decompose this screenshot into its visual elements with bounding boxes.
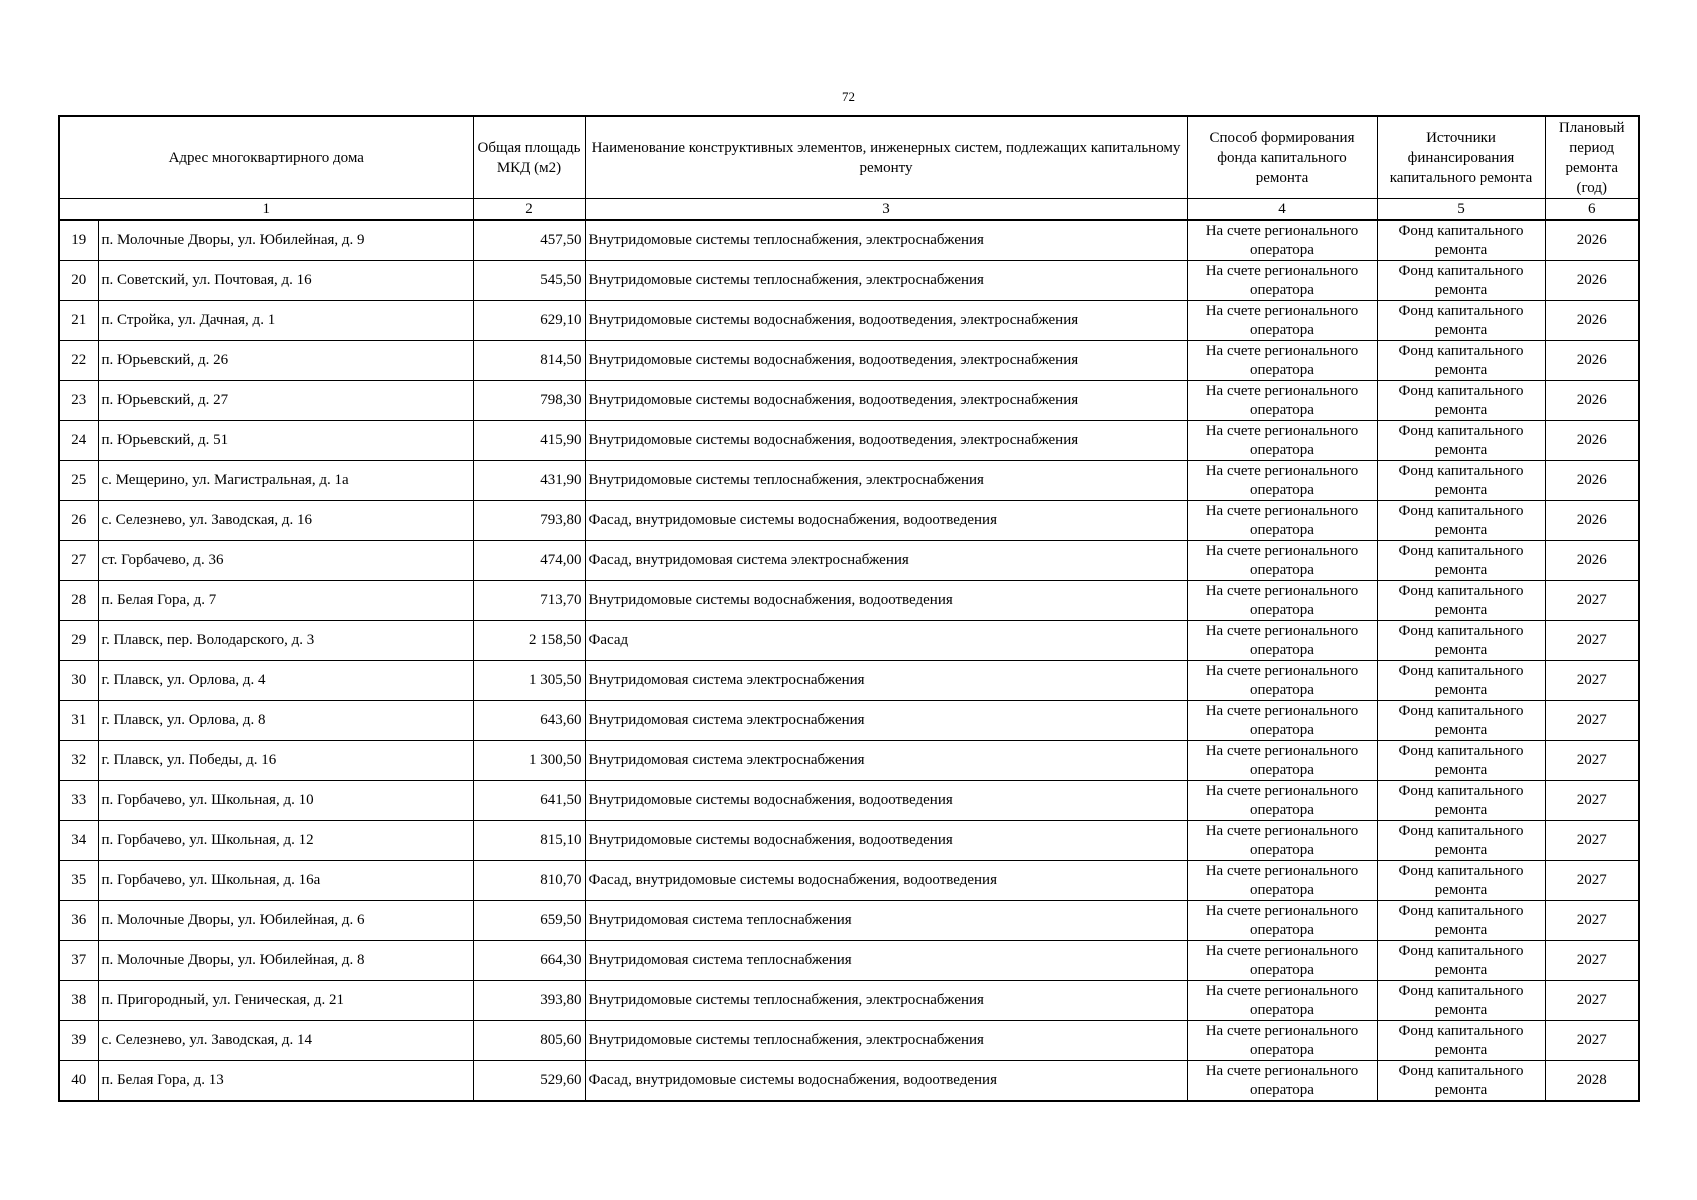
row-sources-line2: ремонта xyxy=(1434,401,1488,418)
row-fund-method xyxy=(1187,541,1377,581)
row-sources-line1: Фонд капитального xyxy=(1398,742,1524,759)
row-sources xyxy=(1377,381,1545,421)
row-elements: Внутридомовая система электроснабжения xyxy=(585,741,1187,781)
row-number: 35 xyxy=(59,861,98,901)
row-sources-line2: ремонта xyxy=(1434,681,1488,698)
row-sources xyxy=(1377,981,1545,1021)
row-fund-method xyxy=(1187,661,1377,701)
page-number: 72 xyxy=(842,89,855,104)
row-fund-method-line2: оператора xyxy=(1250,1001,1314,1018)
row-fund-method-line1: На счете регионального xyxy=(1205,502,1359,519)
row-fund-method-line1: На счете регионального xyxy=(1205,942,1359,959)
row-number: 26 xyxy=(59,501,98,541)
row-address: п. Белая Гора, д. 7 xyxy=(98,581,473,621)
row-fund-method xyxy=(1187,1021,1377,1061)
row-address: п. Молочные Дворы, ул. Юбилейная, д. 9 xyxy=(98,220,473,261)
row-period: 2027 xyxy=(1545,661,1639,701)
row-sources xyxy=(1377,661,1545,701)
row-fund-method xyxy=(1187,581,1377,621)
row-sources-line1: Фонд капитального xyxy=(1398,502,1524,519)
row-period: 2027 xyxy=(1545,701,1639,741)
row-sources-line1: Фонд капитального xyxy=(1398,782,1524,799)
row-address: г. Плавск, ул. Орлова, д. 8 xyxy=(98,701,473,741)
row-sources-line1: Фонд капитального xyxy=(1398,262,1524,279)
table-row xyxy=(59,301,1639,341)
row-sources-line2: ремонта xyxy=(1434,801,1488,818)
row-address: п. Юрьевский, д. 51 xyxy=(98,421,473,461)
row-sources-line2: ремонта xyxy=(1434,601,1488,618)
row-number: 20 xyxy=(59,261,98,301)
row-elements: Внутридомовые системы теплоснабжения, электроснабжения xyxy=(585,981,1187,1021)
row-sources-line1: Фонд капитального xyxy=(1398,302,1524,319)
row-sources xyxy=(1377,901,1545,941)
row-fund-method-line2: оператора xyxy=(1250,881,1314,898)
header-sources: Источники финансирования капитального ремонта xyxy=(1377,116,1545,199)
row-address: г. Плавск, ул. Орлова, д. 4 xyxy=(98,661,473,701)
row-fund-method xyxy=(1187,220,1377,261)
row-fund-method-line2: оператора xyxy=(1250,921,1314,938)
row-fund-method-line1: На счете регионального xyxy=(1205,822,1359,839)
header-elements: Наименование конструктивных элементов, инженерных систем, подлежащих капитальному ремонту xyxy=(585,116,1187,199)
row-fund-method-line1: На счете регионального xyxy=(1205,382,1359,399)
row-fund-method xyxy=(1187,621,1377,661)
row-sources-line2: ремонта xyxy=(1434,881,1488,898)
row-period: 2026 xyxy=(1545,381,1639,421)
row-fund-method xyxy=(1187,421,1377,461)
row-area: 664,30 xyxy=(473,941,585,981)
row-address: п. Юрьевский, д. 26 xyxy=(98,341,473,381)
row-sources xyxy=(1377,741,1545,781)
row-elements: Фасад, внутридомовые системы водоснабжения, водоотведения xyxy=(585,1061,1187,1102)
row-elements: Внутридомовые системы водоснабжения, водоотведения, электроснабжения xyxy=(585,421,1187,461)
row-sources-line2: ремонта xyxy=(1434,321,1488,338)
row-sources xyxy=(1377,581,1545,621)
row-sources xyxy=(1377,301,1545,341)
row-sources xyxy=(1377,821,1545,861)
column-number: 5 xyxy=(1377,199,1545,221)
row-fund-method-line2: оператора xyxy=(1250,681,1314,698)
row-number: 39 xyxy=(59,1021,98,1061)
row-fund-method-line2: оператора xyxy=(1250,1081,1314,1098)
row-area: 474,00 xyxy=(473,541,585,581)
row-period: 2026 xyxy=(1545,261,1639,301)
row-sources-line2: ремонта xyxy=(1434,1041,1488,1058)
row-period: 2026 xyxy=(1545,501,1639,541)
column-number: 2 xyxy=(473,199,585,221)
row-number: 37 xyxy=(59,941,98,981)
row-fund-method-line1: На счете регионального xyxy=(1205,982,1359,999)
row-fund-method-line2: оператора xyxy=(1250,961,1314,978)
row-address: г. Плавск, пер. Володарского, д. 3 xyxy=(98,621,473,661)
row-period: 2027 xyxy=(1545,1021,1639,1061)
row-area: 629,10 xyxy=(473,301,585,341)
row-sources-line1: Фонд капитального xyxy=(1398,222,1524,239)
row-sources-line1: Фонд капитального xyxy=(1398,982,1524,999)
row-number: 21 xyxy=(59,301,98,341)
table-row xyxy=(59,421,1639,461)
row-sources-line1: Фонд капитального xyxy=(1398,1022,1524,1039)
row-address: п. Молочные Дворы, ул. Юбилейная, д. 8 xyxy=(98,941,473,981)
row-sources-line2: ремонта xyxy=(1434,281,1488,298)
table-row xyxy=(59,661,1639,701)
row-period: 2026 xyxy=(1545,461,1639,501)
row-address: ст. Горбачево, д. 36 xyxy=(98,541,473,581)
row-address: п. Молочные Дворы, ул. Юбилейная, д. 6 xyxy=(98,901,473,941)
column-number: 1 xyxy=(59,199,473,221)
row-area: 529,60 xyxy=(473,1061,585,1102)
table-row xyxy=(59,541,1639,581)
row-area: 793,80 xyxy=(473,501,585,541)
row-sources-line1: Фонд капитального xyxy=(1398,902,1524,919)
row-number: 24 xyxy=(59,421,98,461)
table-row xyxy=(59,781,1639,821)
row-elements: Внутридомовые системы теплоснабжения, электроснабжения xyxy=(585,220,1187,261)
row-sources-line2: ремонта xyxy=(1434,921,1488,938)
row-sources-line1: Фонд капитального xyxy=(1398,382,1524,399)
table-header-row xyxy=(59,116,1639,199)
row-fund-method-line2: оператора xyxy=(1250,521,1314,538)
row-fund-method-line2: оператора xyxy=(1250,561,1314,578)
row-fund-method xyxy=(1187,941,1377,981)
row-address: п. Белая Гора, д. 13 xyxy=(98,1061,473,1102)
row-area: 2 158,50 xyxy=(473,621,585,661)
row-period: 2027 xyxy=(1545,901,1639,941)
row-number: 36 xyxy=(59,901,98,941)
row-sources xyxy=(1377,220,1545,261)
row-sources-line1: Фонд капитального xyxy=(1398,342,1524,359)
row-fund-method-line1: На счете регионального xyxy=(1205,302,1359,319)
row-fund-method-line2: оператора xyxy=(1250,601,1314,618)
row-elements: Внутридомовая система электроснабжения xyxy=(585,701,1187,741)
table-row xyxy=(59,581,1639,621)
row-number: 27 xyxy=(59,541,98,581)
row-elements: Внутридомовые системы теплоснабжения, электроснабжения xyxy=(585,461,1187,501)
row-sources xyxy=(1377,1021,1545,1061)
row-address: п. Пригородный, ул. Геническая, д. 21 xyxy=(98,981,473,1021)
row-sources xyxy=(1377,261,1545,301)
row-period: 2028 xyxy=(1545,1061,1639,1102)
row-address: с. Селезнево, ул. Заводская, д. 14 xyxy=(98,1021,473,1061)
table-row xyxy=(59,381,1639,421)
row-area: 805,60 xyxy=(473,1021,585,1061)
row-fund-method-line1: На счете регионального xyxy=(1205,1022,1359,1039)
repair-register-table xyxy=(58,115,1640,1102)
row-sources-line2: ремонта xyxy=(1434,441,1488,458)
row-area: 643,60 xyxy=(473,701,585,741)
row-sources-line1: Фонд капитального xyxy=(1398,422,1524,439)
row-sources-line2: ремонта xyxy=(1434,961,1488,978)
row-fund-method xyxy=(1187,741,1377,781)
row-elements: Внутридомовая система теплоснабжения xyxy=(585,901,1187,941)
row-elements: Фасад, внутридомовые системы водоснабжения, водоотведения xyxy=(585,501,1187,541)
row-fund-method-line1: На счете регионального xyxy=(1205,1062,1359,1079)
table-row xyxy=(59,501,1639,541)
row-fund-method-line1: На счете регионального xyxy=(1205,542,1359,559)
header-area: Общая площадь МКД (м2) xyxy=(473,116,585,199)
row-period: 2027 xyxy=(1545,821,1639,861)
row-area: 641,50 xyxy=(473,781,585,821)
row-sources-line2: ремонта xyxy=(1434,641,1488,658)
row-period: 2026 xyxy=(1545,341,1639,381)
row-sources-line1: Фонд капитального xyxy=(1398,622,1524,639)
table-row xyxy=(59,701,1639,741)
row-sources-line2: ремонта xyxy=(1434,561,1488,578)
row-number: 40 xyxy=(59,1061,98,1102)
row-address: п. Горбачево, ул. Школьная, д. 16а xyxy=(98,861,473,901)
row-number: 22 xyxy=(59,341,98,381)
row-elements: Внутридомовые системы водоснабжения, водоотведения, электроснабжения xyxy=(585,301,1187,341)
row-elements: Фасад, внутридомовая система электроснабжения xyxy=(585,541,1187,581)
row-period: 2026 xyxy=(1545,421,1639,461)
row-area: 1 300,50 xyxy=(473,741,585,781)
row-number: 32 xyxy=(59,741,98,781)
row-period: 2027 xyxy=(1545,941,1639,981)
row-sources-line2: ремонта xyxy=(1434,1081,1488,1098)
row-address: г. Плавск, ул. Победы, д. 16 xyxy=(98,741,473,781)
row-sources xyxy=(1377,1061,1545,1102)
row-fund-method xyxy=(1187,781,1377,821)
row-fund-method-line1: На счете регионального xyxy=(1205,902,1359,919)
row-fund-method-line2: оператора xyxy=(1250,841,1314,858)
table-row xyxy=(59,981,1639,1021)
row-address: с. Селезнево, ул. Заводская, д. 16 xyxy=(98,501,473,541)
column-number: 4 xyxy=(1187,199,1377,221)
row-fund-method-line1: На счете регионального xyxy=(1205,462,1359,479)
row-elements: Фасад, внутридомовые системы водоснабжения, водоотведения xyxy=(585,861,1187,901)
row-period: 2027 xyxy=(1545,621,1639,661)
row-number: 30 xyxy=(59,661,98,701)
row-number: 33 xyxy=(59,781,98,821)
row-number: 38 xyxy=(59,981,98,1021)
row-number: 25 xyxy=(59,461,98,501)
row-area: 431,90 xyxy=(473,461,585,501)
row-number: 28 xyxy=(59,581,98,621)
row-fund-method xyxy=(1187,981,1377,1021)
row-fund-method-line2: оператора xyxy=(1250,641,1314,658)
row-area: 814,50 xyxy=(473,341,585,381)
row-area: 393,80 xyxy=(473,981,585,1021)
row-number: 29 xyxy=(59,621,98,661)
table-row xyxy=(59,341,1639,381)
row-period: 2026 xyxy=(1545,541,1639,581)
row-fund-method-line2: оператора xyxy=(1250,401,1314,418)
row-sources xyxy=(1377,701,1545,741)
table-row xyxy=(59,861,1639,901)
row-elements: Внутридомовые системы водоснабжения, водоотведения xyxy=(585,781,1187,821)
table-row xyxy=(59,261,1639,301)
table-row xyxy=(59,741,1639,781)
row-sources-line2: ремонта xyxy=(1434,841,1488,858)
row-fund-method xyxy=(1187,461,1377,501)
row-address: п. Горбачево, ул. Школьная, д. 12 xyxy=(98,821,473,861)
row-fund-method xyxy=(1187,261,1377,301)
row-fund-method-line1: На счете регионального xyxy=(1205,622,1359,639)
row-period: 2026 xyxy=(1545,301,1639,341)
row-area: 1 305,50 xyxy=(473,661,585,701)
table-row xyxy=(59,1021,1639,1061)
header-address: Адрес многоквартирного дома xyxy=(59,116,473,199)
row-elements: Внутридомовые системы водоснабжения, водоотведения, электроснабжения xyxy=(585,341,1187,381)
row-fund-method-line1: На счете регионального xyxy=(1205,702,1359,719)
row-sources xyxy=(1377,461,1545,501)
row-sources-line1: Фонд капитального xyxy=(1398,942,1524,959)
row-elements: Внутридомовые системы теплоснабжения, электроснабжения xyxy=(585,1021,1187,1061)
row-area: 810,70 xyxy=(473,861,585,901)
row-sources xyxy=(1377,501,1545,541)
row-sources-line1: Фонд капитального xyxy=(1398,1062,1524,1079)
row-sources-line2: ремонта xyxy=(1434,721,1488,738)
row-fund-method-line1: На счете регионального xyxy=(1205,582,1359,599)
row-sources-line1: Фонд капитального xyxy=(1398,462,1524,479)
row-area: 415,90 xyxy=(473,421,585,461)
row-fund-method-line2: оператора xyxy=(1250,481,1314,498)
row-number: 31 xyxy=(59,701,98,741)
row-elements: Внутридомовые системы водоснабжения, водоотведения xyxy=(585,581,1187,621)
row-elements: Внутридомовые системы водоснабжения, водоотведения, электроснабжения xyxy=(585,381,1187,421)
row-fund-method-line1: На счете регионального xyxy=(1205,422,1359,439)
row-fund-method-line2: оператора xyxy=(1250,241,1314,258)
row-number: 23 xyxy=(59,381,98,421)
row-sources xyxy=(1377,861,1545,901)
row-fund-method xyxy=(1187,701,1377,741)
row-elements: Внутридомовая система электроснабжения xyxy=(585,661,1187,701)
row-period: 2027 xyxy=(1545,981,1639,1021)
row-fund-method-line1: На счете регионального xyxy=(1205,782,1359,799)
row-sources-line2: ремонта xyxy=(1434,481,1488,498)
row-fund-method xyxy=(1187,301,1377,341)
row-sources-line1: Фонд капитального xyxy=(1398,582,1524,599)
row-period: 2026 xyxy=(1545,220,1639,261)
row-elements: Фасад xyxy=(585,621,1187,661)
row-fund-method-line1: На счете регионального xyxy=(1205,662,1359,679)
row-fund-method-line1: На счете регионального xyxy=(1205,222,1359,239)
row-address: с. Мещерино, ул. Магистральная, д. 1а xyxy=(98,461,473,501)
row-period: 2027 xyxy=(1545,581,1639,621)
row-period: 2027 xyxy=(1545,781,1639,821)
row-fund-method-line1: На счете регионального xyxy=(1205,342,1359,359)
row-sources xyxy=(1377,541,1545,581)
row-period: 2027 xyxy=(1545,741,1639,781)
row-sources xyxy=(1377,421,1545,461)
table-row xyxy=(59,941,1639,981)
row-fund-method xyxy=(1187,821,1377,861)
row-area: 545,50 xyxy=(473,261,585,301)
table-row xyxy=(59,621,1639,661)
table-row xyxy=(59,821,1639,861)
row-fund-method-line2: оператора xyxy=(1250,321,1314,338)
row-fund-method xyxy=(1187,1061,1377,1102)
row-address: п. Горбачево, ул. Школьная, д. 10 xyxy=(98,781,473,821)
row-area: 713,70 xyxy=(473,581,585,621)
row-area: 798,30 xyxy=(473,381,585,421)
row-sources-line1: Фонд капитального xyxy=(1398,542,1524,559)
row-sources-line2: ремонта xyxy=(1434,761,1488,778)
row-sources-line2: ремонта xyxy=(1434,521,1488,538)
column-number-row xyxy=(59,199,1639,221)
row-address: п. Юрьевский, д. 27 xyxy=(98,381,473,421)
row-fund-method-line1: На счете регионального xyxy=(1205,862,1359,879)
row-sources-line2: ремонта xyxy=(1434,1001,1488,1018)
table-row xyxy=(59,1061,1639,1102)
table-row xyxy=(59,901,1639,941)
header-period: Плановый период ремонта (год) xyxy=(1545,116,1639,199)
row-fund-method-line1: На счете регионального xyxy=(1205,742,1359,759)
row-sources xyxy=(1377,621,1545,661)
row-sources xyxy=(1377,941,1545,981)
row-period: 2027 xyxy=(1545,861,1639,901)
row-fund-method xyxy=(1187,381,1377,421)
row-fund-method xyxy=(1187,501,1377,541)
row-sources xyxy=(1377,341,1545,381)
row-fund-method xyxy=(1187,341,1377,381)
row-elements: Внутридомовая система теплоснабжения xyxy=(585,941,1187,981)
row-area: 659,50 xyxy=(473,901,585,941)
row-area: 815,10 xyxy=(473,821,585,861)
row-fund-method-line2: оператора xyxy=(1250,361,1314,378)
row-fund-method-line2: оператора xyxy=(1250,761,1314,778)
row-fund-method-line2: оператора xyxy=(1250,1041,1314,1058)
row-number: 19 xyxy=(59,220,98,261)
row-sources-line1: Фонд капитального xyxy=(1398,702,1524,719)
row-fund-method-line2: оператора xyxy=(1250,721,1314,738)
row-fund-method-line2: оператора xyxy=(1250,441,1314,458)
row-fund-method xyxy=(1187,861,1377,901)
row-area: 457,50 xyxy=(473,220,585,261)
row-sources-line1: Фонд капитального xyxy=(1398,822,1524,839)
row-sources-line1: Фонд капитального xyxy=(1398,862,1524,879)
column-number: 6 xyxy=(1545,199,1639,221)
row-sources-line2: ремонта xyxy=(1434,361,1488,378)
row-address: п. Стройка, ул. Дачная, д. 1 xyxy=(98,301,473,341)
table-row xyxy=(59,461,1639,501)
row-elements: Внутридомовые системы теплоснабжения, электроснабжения xyxy=(585,261,1187,301)
row-sources-line2: ремонта xyxy=(1434,241,1488,258)
header-fund-method: Способ формирования фонда капитального ремонта xyxy=(1187,116,1377,199)
row-fund-method-line2: оператора xyxy=(1250,801,1314,818)
column-number: 3 xyxy=(585,199,1187,221)
row-fund-method-line2: оператора xyxy=(1250,281,1314,298)
row-number: 34 xyxy=(59,821,98,861)
table-row xyxy=(59,220,1639,261)
row-address: п. Советский, ул. Почтовая, д. 16 xyxy=(98,261,473,301)
row-fund-method-line1: На счете регионального xyxy=(1205,262,1359,279)
row-elements: Внутридомовые системы водоснабжения, водоотведения xyxy=(585,821,1187,861)
row-sources-line1: Фонд капитального xyxy=(1398,662,1524,679)
row-fund-method xyxy=(1187,901,1377,941)
row-sources xyxy=(1377,781,1545,821)
